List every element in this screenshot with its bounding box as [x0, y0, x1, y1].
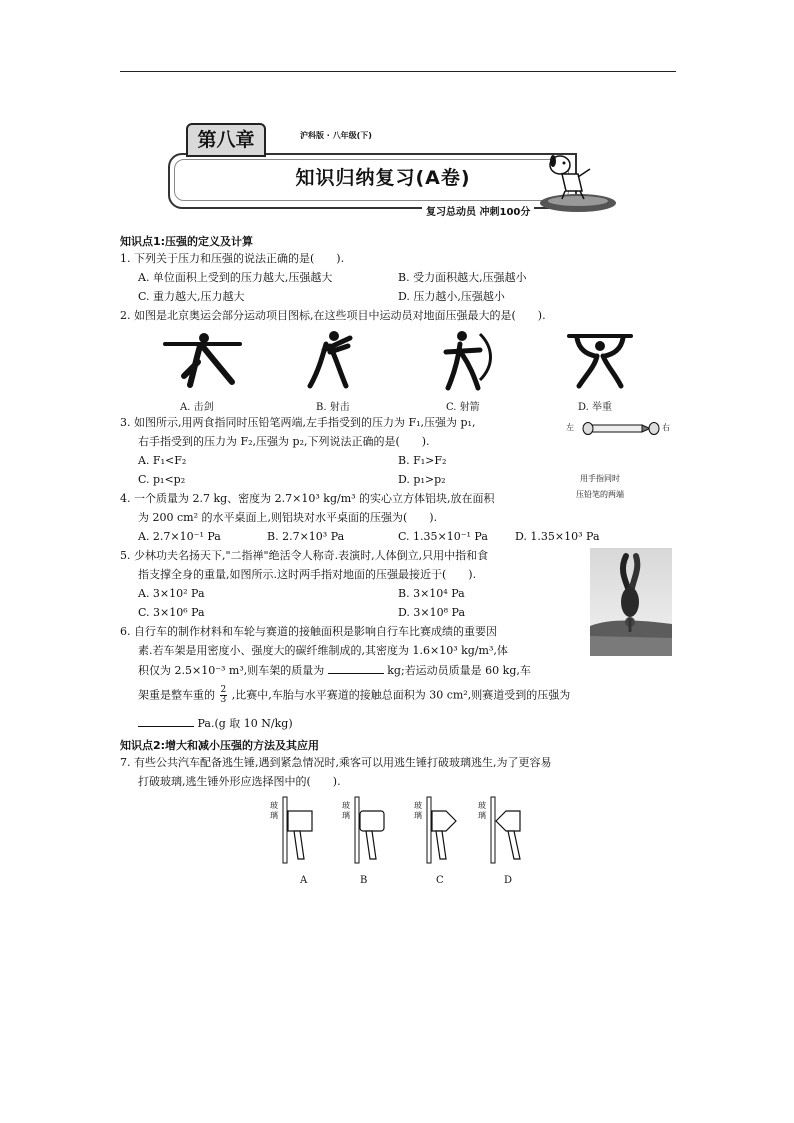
hammer-label-c: C: [436, 875, 444, 886]
q2-option-d: D. 举重: [578, 402, 613, 413]
q5-line-2: 指支撑全身的重量,如图所示.这时两手指对地面的压强最接近于( ).: [138, 568, 477, 581]
pencil-left-label: 左: [566, 423, 574, 432]
q2-stem: 2. 如图是北京奥运会部分运动项目图标,在这些项目中运动员对地面压强最大的是( ).: [120, 309, 546, 322]
q6-line-5: [138, 716, 293, 731]
q4-line-2: 为 200 cm² 的水平桌面上,则铝块对水平桌面的压强为( ).: [138, 511, 438, 524]
hammer-label-b: B: [360, 875, 368, 886]
q6-line-4-end: ,比赛中,车胎与水平赛道的接触总面积为 30 cm²,则赛道受到的压强为: [231, 688, 571, 702]
q4-option-d: D. 1.35×10³ Pa: [515, 530, 600, 543]
fencing-pictogram: [160, 330, 250, 390]
q1-option-d: D. 压力越小,压强越小: [398, 290, 505, 303]
q1-option-a: A. 单位面积上受到的压力越大,压强越大: [138, 271, 333, 284]
q1-option-c: C. 重力越大,压力越大: [138, 290, 245, 303]
q4-option-c: C. 1.35×10⁻¹ Pa: [398, 530, 488, 543]
q5-option-d: D. 3×10⁸ Pa: [398, 606, 466, 619]
pencil-caption-1: 用手指同时: [580, 474, 620, 483]
q6-line-3: [138, 663, 531, 678]
hammer-b-drawing: [352, 793, 408, 873]
section-2-heading: 知识点2:增大和减小压强的方法及其应用: [120, 739, 320, 752]
hammer-option-d-figure: [478, 793, 548, 888]
q3-option-a: A. F₁<F₂: [138, 454, 187, 467]
hammer-option-b-figure: [342, 793, 412, 888]
q7-line-1: 7. 有些公共汽车配备逃生锤,遇到紧急情况时,乘客可以用逃生锤打破玻璃逃生,为了更容易: [120, 756, 552, 769]
pencil-caption-2: 压铅笔的两端: [576, 490, 624, 499]
top-rule: [120, 71, 676, 72]
q5-option-a: A. 3×10² Pa: [138, 587, 205, 600]
pencil-right-label: 右: [662, 423, 670, 432]
hammer-label-a: A: [300, 875, 308, 886]
glass-label-d: 玻璃: [478, 801, 486, 820]
hammer-label-d: D: [504, 875, 513, 886]
q3-option-b: B. F₁>F₂: [398, 454, 447, 467]
hammer-d-drawing: [488, 793, 544, 873]
hammer-c-drawing: [424, 793, 480, 873]
q1-option-b: B. 受力面积越大,压强越小: [398, 271, 527, 284]
q2-option-a: A. 击剑: [180, 402, 214, 413]
pencil-figure: [578, 414, 664, 444]
edition-label: 沪科版 · 八年级(下): [300, 131, 372, 140]
glass-label-a: 玻璃: [270, 801, 278, 820]
page-title: 知识归纳复习(A卷): [295, 167, 471, 189]
q6-pressure-blank[interactable]: [138, 716, 194, 727]
q6-line-4: [138, 686, 570, 705]
q2-option-b: B. 射击: [316, 402, 350, 413]
slogan: 复习总动员 冲刺100分: [422, 203, 534, 218]
q6-line-4-start: 架重是整车重的: [138, 688, 215, 702]
q6-mass-blank[interactable]: [328, 663, 384, 674]
archery-pictogram: [440, 328, 500, 392]
weightlifting-pictogram: [565, 330, 635, 392]
hammer-a-drawing: [280, 793, 336, 873]
chapter-tab: 第八章: [186, 123, 266, 157]
q6-line-5-text: Pa.(g 取 10 N/kg): [197, 717, 293, 730]
q3-line-2: 右手指受到的压力为 F₂,压强为 p₂,下列说法正确的是( ).: [138, 435, 430, 448]
chapter-banner: [168, 123, 618, 223]
q3-option-c: C. p₁<p₂: [138, 473, 186, 486]
q3-line-1: 3. 如图所示,用两食指同时压铅笔两端,左手指受到的压力为 F₁,压强为 p₁,: [120, 416, 476, 429]
section-1-heading: 知识点1:压强的定义及计算: [120, 235, 254, 248]
hammer-option-a-figure: [270, 793, 340, 888]
q5-option-c: C. 3×10⁶ Pa: [138, 606, 205, 619]
q1-stem: 1. 下列关于压力和压强的说法正确的是( ).: [120, 252, 345, 265]
glass-label-b: 玻璃: [342, 801, 350, 820]
glass-label-c: 玻璃: [414, 801, 422, 820]
q7-line-2: 打破玻璃,逃生锤外形应选择图中的( ).: [138, 775, 341, 788]
mascot-illustration: [538, 147, 618, 219]
q4-option-b: B. 2.7×10³ Pa: [267, 530, 345, 543]
q4-line-1: 4. 一个质量为 2.7 kg、密度为 2.7×10³ kg/m³ 的实心立方体铝块,放在面积: [120, 492, 495, 505]
q5-option-b: B. 3×10⁴ Pa: [398, 587, 465, 600]
q6-line-2: 素.若车架是用密度小、强度大的碳纤维制成的,其密度为 1.6×10³ kg/m³,体: [138, 644, 508, 657]
kungfu-photo: [590, 548, 672, 656]
q6-fraction-denominator: 3: [220, 695, 227, 705]
q6-line-3-start: 积仅为 2.5×10⁻³ m³,则车架的质量为: [138, 664, 325, 677]
q5-line-1: 5. 少林功夫名扬天下,"二指禅"绝活令人称奇.表演时,人体倒立,只用中指和食: [120, 549, 489, 562]
q6-line-3-end: kg;若运动员质量是 60 kg,车: [387, 664, 531, 677]
q6-fraction-numerator: 2: [220, 685, 227, 695]
q3-option-d: D. p₁>p₂: [398, 473, 446, 486]
q4-option-a: A. 2.7×10⁻¹ Pa: [138, 530, 221, 543]
q6-fraction: [220, 686, 228, 705]
hammer-option-c-figure: [414, 793, 484, 888]
q6-line-1: 6. 自行车的制作材料和车轮与赛道的接触面积是影响自行车比赛成绩的重要因: [120, 625, 497, 638]
shooting-pictogram: [300, 328, 360, 392]
q2-option-c: C. 射箭: [446, 402, 480, 413]
